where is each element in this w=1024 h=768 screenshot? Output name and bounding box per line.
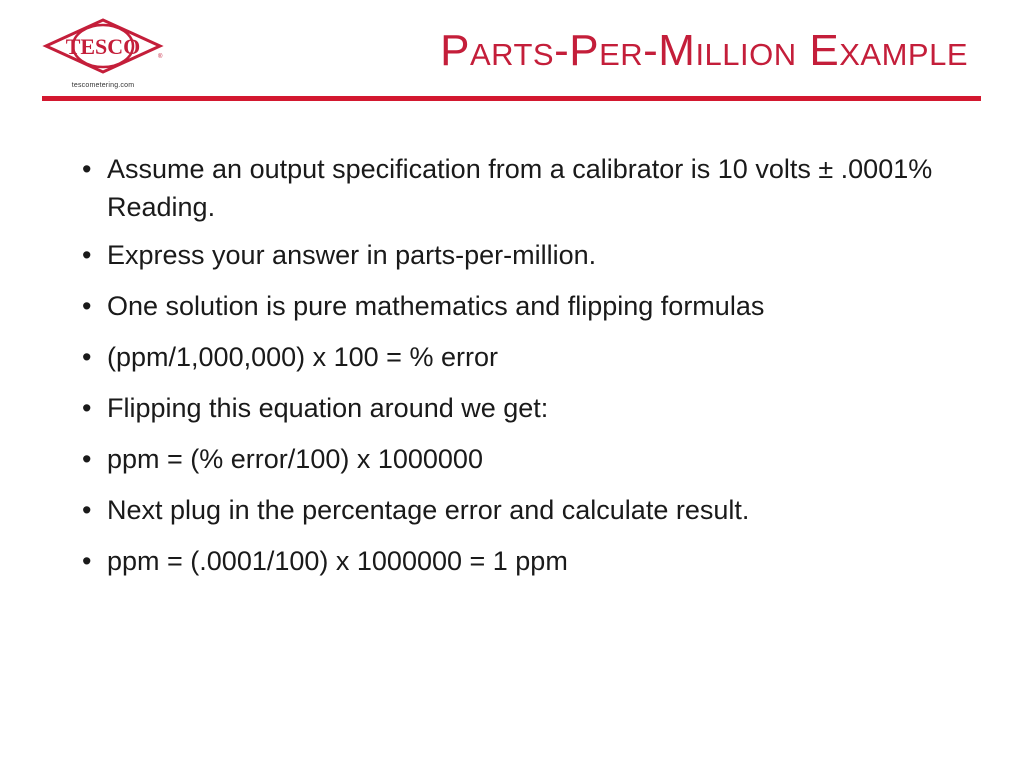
- logo-wordmark: TESCO: [65, 34, 141, 59]
- list-item-text: Express your answer in parts-per-million.: [107, 240, 597, 270]
- bullet-icon: •: [82, 444, 92, 474]
- list-item: [82, 389, 942, 427]
- bullet-list: [82, 150, 942, 593]
- tesco-logo: [38, 16, 168, 96]
- bullet-icon: •: [82, 393, 92, 423]
- list-item: [82, 542, 942, 580]
- bullet-icon: •: [82, 495, 92, 525]
- list-item-text: ppm = (% error/100) x 1000000: [107, 444, 483, 474]
- list-item: [82, 287, 942, 325]
- list-item: [82, 440, 942, 478]
- diamond-logo-icon: [38, 16, 168, 82]
- list-item-text: (ppm/1,000,000) x 100 = % error: [107, 342, 498, 372]
- list-item: [82, 150, 942, 226]
- title-divider: [42, 96, 981, 101]
- list-item: [82, 338, 942, 376]
- list-item-text: Flipping this equation around we get:: [107, 393, 549, 423]
- list-item: [82, 491, 942, 529]
- registered-mark: ®: [158, 54, 163, 60]
- list-item-text: Assume an output specification from a calibrator is 10 volts ± .0001% Reading.: [107, 154, 933, 222]
- list-item-text: Next plug in the percentage error and calculate result.: [107, 495, 750, 525]
- bullet-icon: •: [82, 291, 92, 321]
- bullet-icon: •: [82, 546, 92, 576]
- bullet-icon: •: [82, 342, 92, 372]
- slide-title: Parts-Per-Million Example: [440, 26, 968, 75]
- bullet-icon: •: [82, 240, 92, 270]
- logo-website: tescometering.com: [71, 82, 135, 89]
- list-item: [82, 236, 942, 274]
- bullet-icon: •: [82, 154, 92, 184]
- list-item-text: ppm = (.0001/100) x 1000000 = 1 ppm: [107, 546, 568, 576]
- list-item-text: One solution is pure mathematics and flipping formulas: [107, 291, 765, 321]
